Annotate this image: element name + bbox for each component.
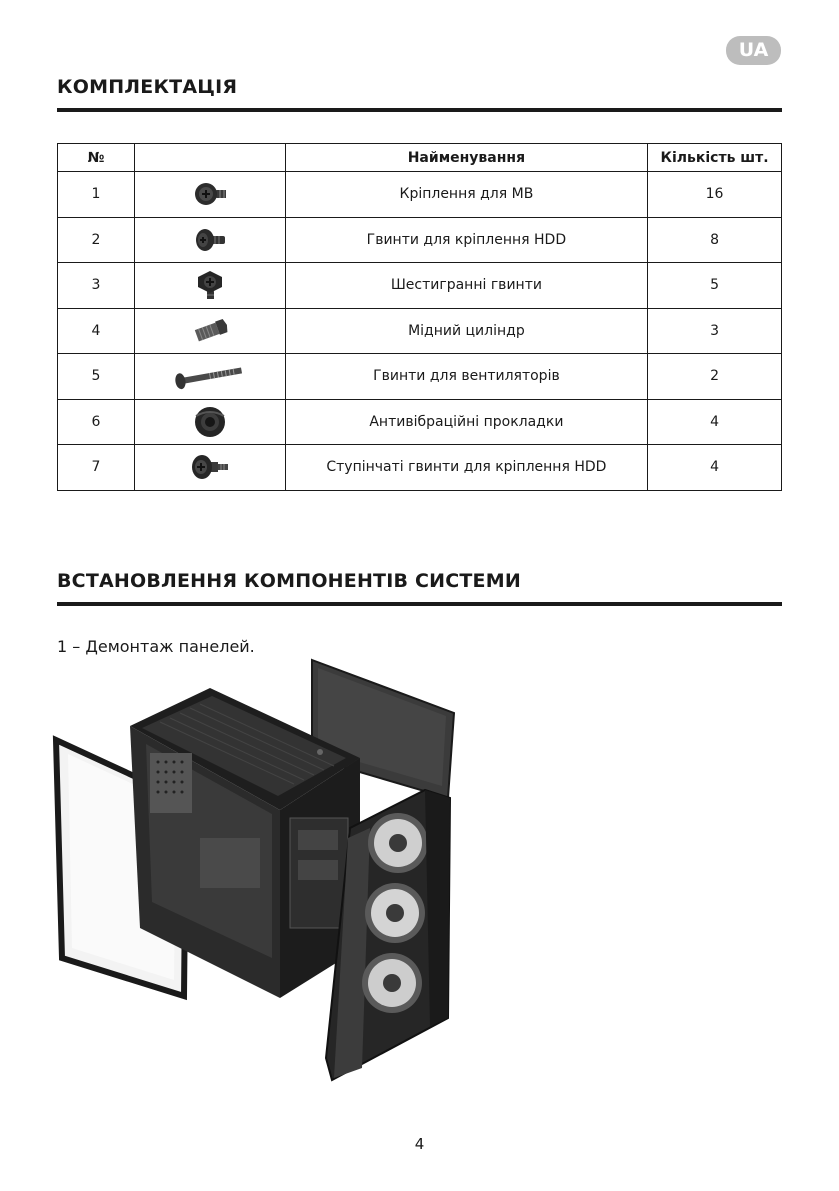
header-number: №: [58, 144, 135, 172]
header-quantity: Кількість шт.: [648, 144, 782, 172]
row-image: [134, 263, 285, 309]
row-name: Гвинти для вентиляторів: [285, 354, 647, 400]
kit-table: [57, 143, 782, 491]
header-image: [134, 144, 285, 172]
row-name: Антивібраційні прокладки: [285, 399, 647, 445]
row-image: [134, 445, 285, 491]
row-image: [134, 399, 285, 445]
kit-title-rule: [57, 108, 782, 112]
row-image: [134, 172, 285, 218]
step-1-text: 1 – Демонтаж панелей.: [57, 637, 255, 656]
kit-table-header: [58, 144, 782, 172]
table-row: [58, 399, 782, 445]
row-image: [134, 308, 285, 354]
pc-case-exploded-panels-icon: [50, 658, 470, 1083]
row-number: 3: [58, 263, 135, 309]
row-quantity: 5: [648, 263, 782, 309]
row-number: 1: [58, 172, 135, 218]
row-quantity: 3: [648, 308, 782, 354]
table-row: [58, 172, 782, 218]
language-badge: UA: [726, 36, 781, 65]
row-name: Гвинти для кріплення HDD: [285, 217, 647, 263]
header-name: Найменування: [285, 144, 647, 172]
install-section-title: ВСТАНОВЛЕННЯ КОМПОНЕНТІВ СИСТЕМИ: [57, 570, 521, 592]
row-quantity: 8: [648, 217, 782, 263]
row-name: Кріплення для MB: [285, 172, 647, 218]
row-number: 2: [58, 217, 135, 263]
table-row: [58, 354, 782, 400]
table-row: [58, 217, 782, 263]
row-name: Ступінчаті гвинти для кріплення HDD: [285, 445, 647, 491]
row-image: [134, 354, 285, 400]
fan-screw-icon: [170, 361, 250, 391]
row-quantity: 2: [648, 354, 782, 400]
table-row: [58, 445, 782, 491]
install-title-rule: [57, 602, 782, 606]
row-number: 7: [58, 445, 135, 491]
table-row: [58, 263, 782, 309]
brass-standoff-icon: [188, 316, 232, 346]
hex-screw-icon: [190, 269, 230, 301]
mb-mount-screw-icon: [190, 179, 230, 209]
row-quantity: 16: [648, 172, 782, 218]
page-number: 4: [414, 1135, 425, 1153]
table-row: [58, 308, 782, 354]
row-quantity: 4: [648, 445, 782, 491]
anti-vibration-pad-icon: [190, 404, 230, 440]
row-number: 4: [58, 308, 135, 354]
row-number: 5: [58, 354, 135, 400]
hdd-screw-icon: [190, 225, 230, 255]
row-name: Шестигранні гвинти: [285, 263, 647, 309]
kit-section-title: КОМПЛЕКТАЦІЯ: [57, 76, 238, 98]
row-name: Мідний циліндр: [285, 308, 647, 354]
row-number: 6: [58, 399, 135, 445]
row-quantity: 4: [648, 399, 782, 445]
stepped-hdd-screw-icon: [188, 452, 232, 482]
row-image: [134, 217, 285, 263]
